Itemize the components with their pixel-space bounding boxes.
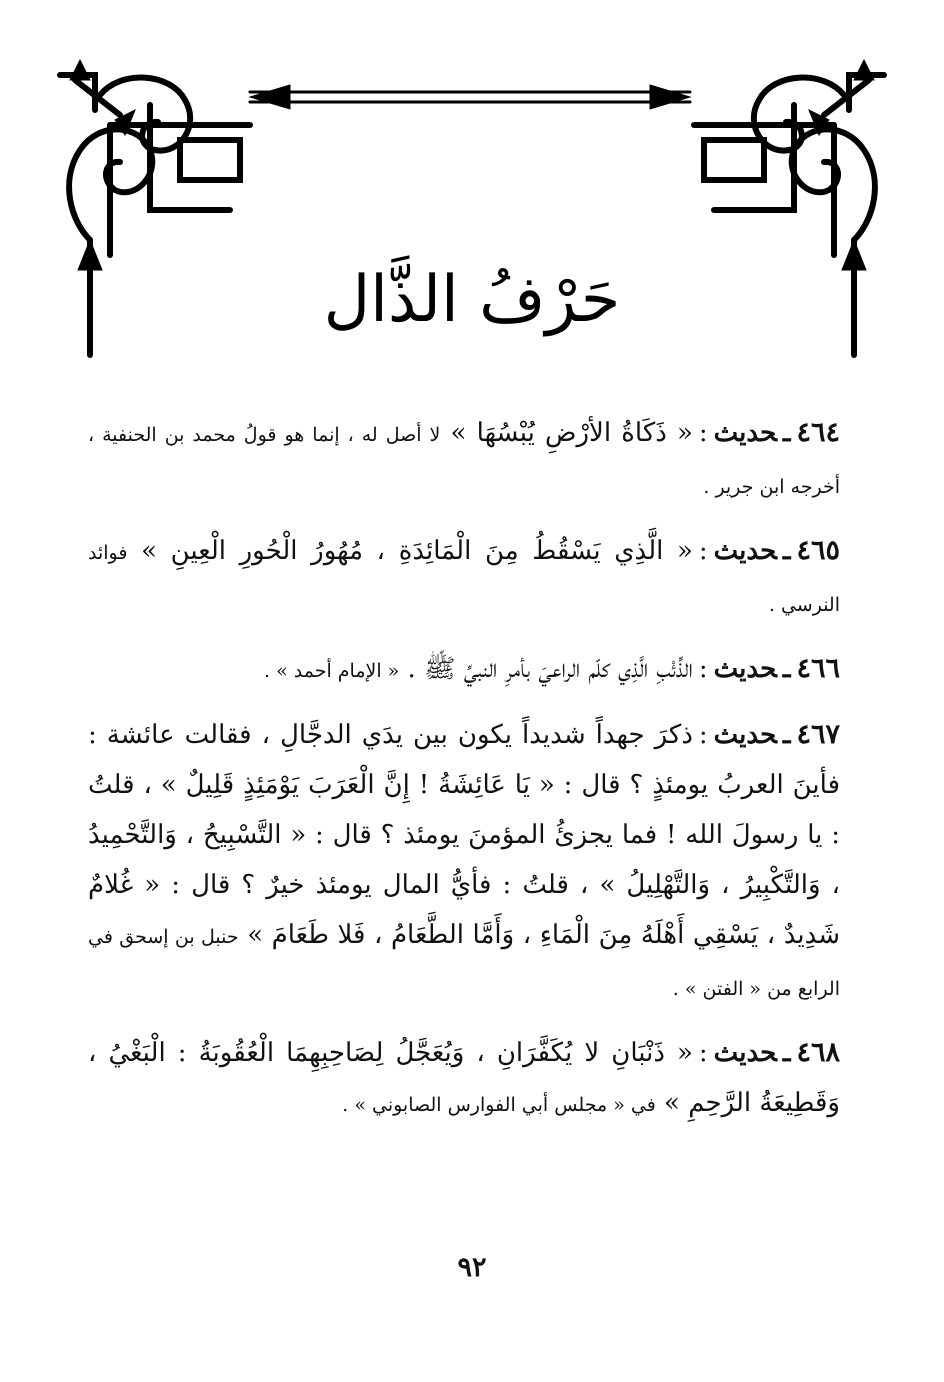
entry-label: حديث: [713, 654, 777, 684]
entry-source: فوائد النرسي .: [88, 542, 840, 616]
hadith-list: [88, 408, 840, 1144]
entry-number: ٤٦٨: [796, 1037, 841, 1068]
entry-number: ٤٦٥: [796, 535, 840, 566]
page-number: ٩٢: [457, 1252, 487, 1283]
list-item: ٤٦٤ـحديث:« ذَكَاةُ الأرْضِ يُبْسُهَا » لا أصل له ، إنما هو قولُ محمد بن الحنفية ، أخرجه ابن جرير .: [88, 417, 840, 498]
entry-quote: « الَّذِي يَسْقُطُ مِنَ الْمَائِدَةِ ، مُهُورُ الْحُورِ الْعِينِ »: [141, 536, 693, 566]
entry-quote: « ذَكَاةُ الأرْضِ يُبْسُهَا »: [450, 418, 693, 448]
entry-quote: ذكرَ جهداً شديداً يكون بين يدَي الدجَّالِ ، فقالت عائشة : فأينَ العربُ يومئذٍ ؟ قال : « يَا عَائِشَةُ ! إِنَّ الْعَرَبَ يَوْمَئِذٍ قَلِيلٌ » ، قلتُ : يا رسولَ الله ! فما يجزئُ المؤمنَ يومئذ ؟ قال : « التَّسْبِيحُ ، وَالتَّحْمِيدُ ، وَالتَّكْبِيرُ ، وَالتَّهْلِيلُ » ، قلتُ : فأيُّ المال يومئذ خيرٌ ؟ قال : « غُلامٌ شَدِيدٌ ، يَسْقِي أَهْلَهُ مِنَ الْمَاءِ ، وَأَمَّا الطَّعَامُ ، فَلا طَعَامَ »: [88, 720, 841, 950]
list-item: ٤٦٥ـحديث:« الَّذِي يَسْقُطُ مِنَ الْمَائِدَةِ ، مُهُورُ الْحُورِ الْعِينِ » فوائد النرسي .: [88, 535, 840, 616]
list-item: ٤٦٨ـحديث:« ذَنْبَانِ لا يُكَفَّرَانِ ، وَيُعَجَّلُ لِصَاحِبِهِمَا الْعُقُوبَةُ : الْبَغْيُ ، وَقَطِيعَةُ الرَّحِمِ » في « مجلس أبي الفوارس الصابوني » .: [88, 1037, 841, 1118]
entry-source: في « مجلس أبي الفوارس الصابوني » .: [342, 1094, 656, 1116]
entry-label: حديث: [713, 1038, 777, 1068]
entry-number: ٤٦٧: [796, 719, 840, 750]
entry-source: حنبل بن إسحق في الرابع من « الفتن » .: [88, 926, 840, 1000]
entry-label: حديث: [713, 720, 777, 750]
entry-number: ٤٦٤: [796, 417, 840, 448]
entry-source: لا أصل له ، إنما هو قولُ محمد بن الحنفية ، أخرجه ابن جرير .: [88, 424, 840, 498]
entry-label: حديث: [713, 418, 777, 448]
list-item: ٤٦٦ـحديث:الذِّئْبِ الَّذِي كلّم الراعيَ بأمرِ النبيِّ ﷺ . « الإمام أحمد » .: [264, 653, 840, 684]
list-item: ٤٦٧ـحديث:ذكرَ جهداً شديداً يكون بين يدَي الدجَّالِ ، فقالت عائشة : فأينَ العربُ يومئذٍ ؟ قال : « يَا عَائِشَةُ ! إِنَّ الْعَرَبَ يَوْمَئِذٍ قَلِيلٌ » ، قلتُ : يا رسولَ الله ! فما يجزئُ المؤمنَ يومئذ ؟ قال : « التَّسْبِيحُ ، وَالتَّحْمِيدُ ، وَالتَّكْبِيرُ ، وَالتَّهْلِيلُ » ، قلتُ : فأيُّ المال يومئذ خيرٌ ؟ قال : « غُلامٌ شَدِيدٌ ، يَسْقِي أَهْلَهُ مِنَ الْمَاءِ ، وَأَمَّا الطَّعَامُ ، فَلا طَعَامَ » حنبل بن إسحق في الرابع من « الفتن » .: [88, 719, 841, 1000]
entry-quote: « ذَنْبَانِ لا يُكَفَّرَانِ ، وَيُعَجَّلُ لِصَاحِبِهِمَا الْعُقُوبَةُ : الْبَغْيُ ، وَقَطِيعَةُ الرَّحِمِ »: [88, 1038, 840, 1118]
entry-label: حديث: [713, 536, 777, 566]
entry-number: ٤٦٦: [796, 653, 840, 684]
entry-quote: الذِّئْبِ الَّذِي كلّم الراعيَ بأمرِ النبيِّ ﷺ .: [407, 654, 693, 684]
page-title: حَرْفُ الذَّال: [323, 263, 621, 337]
entry-source: « الإمام أحمد » .: [264, 660, 400, 682]
